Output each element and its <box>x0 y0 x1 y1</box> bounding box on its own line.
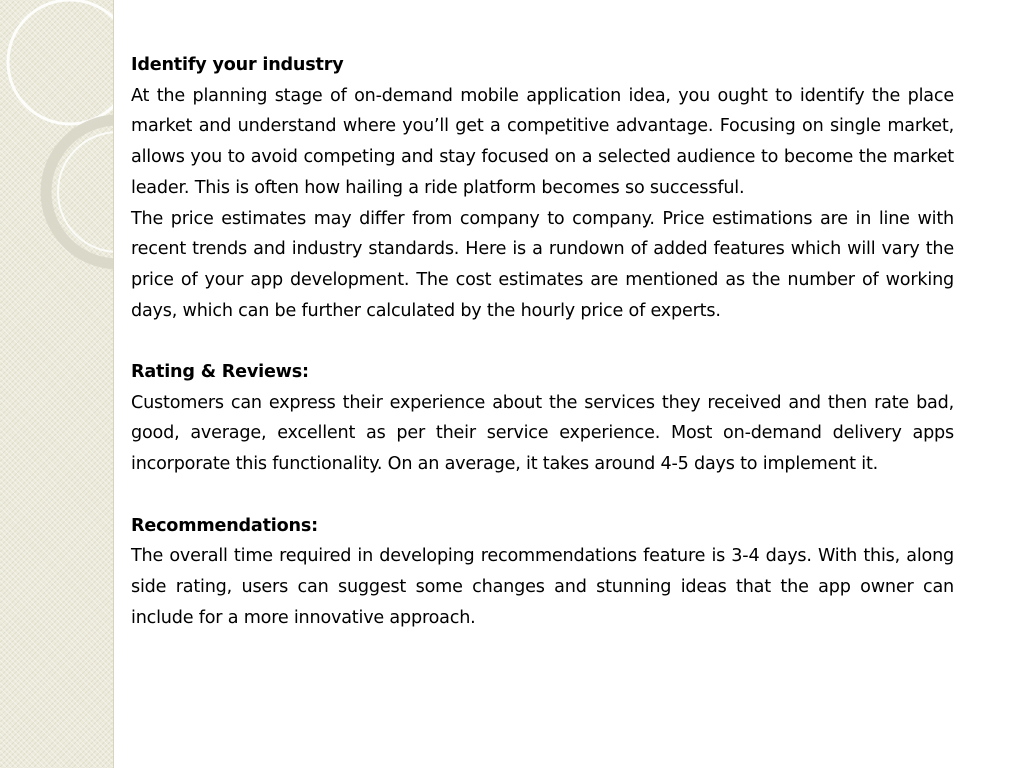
section-heading-industry: Identify your industry <box>131 55 344 75</box>
decorative-rings <box>0 0 113 768</box>
paragraph-recommendations: The overall time required in developing recommendations feature is 3-4 days. With this, along side rating, users can suggest some changes and stunning ideas that the app owner can include for a more innovative approach. <box>131 546 954 628</box>
outer-ring-top <box>8 0 113 124</box>
slide-body <box>131 50 954 633</box>
left-decorative-band <box>0 0 114 768</box>
section-heading-rating: Rating & Reviews: <box>131 362 309 383</box>
spacer <box>131 480 954 511</box>
section-heading-recommendations: Recommendations: <box>131 515 318 536</box>
thick-ring <box>46 120 113 264</box>
paragraph-industry-1: At the planning stage of on-demand mobile application idea, you ought to identify the place market and understand where you’ll get a competitive advantage. Focusing on single market, allows you to avoid competing and stay focused on a selected audience to become the market leader. This is often how hailing a ride platform becomes so successful. <box>131 85 954 198</box>
paragraph-industry-2: The price estimates may differ from company to company. Price estimations are in line with recent trends and industry standards. Here is a rundown of added features which will vary the price of your app development. The cost estimates are mentioned as the number of working days, which can be further calculated by the hourly price of experts. <box>131 208 954 321</box>
paragraph-rating: Customers can express their experience about the services they received and then rate bad, good, average, excellent as per their service experience. Most on-demand delivery apps incorporate this functionality. On an average, it takes around 4-5 days to implement it. <box>131 392 954 475</box>
spacer <box>131 326 954 357</box>
